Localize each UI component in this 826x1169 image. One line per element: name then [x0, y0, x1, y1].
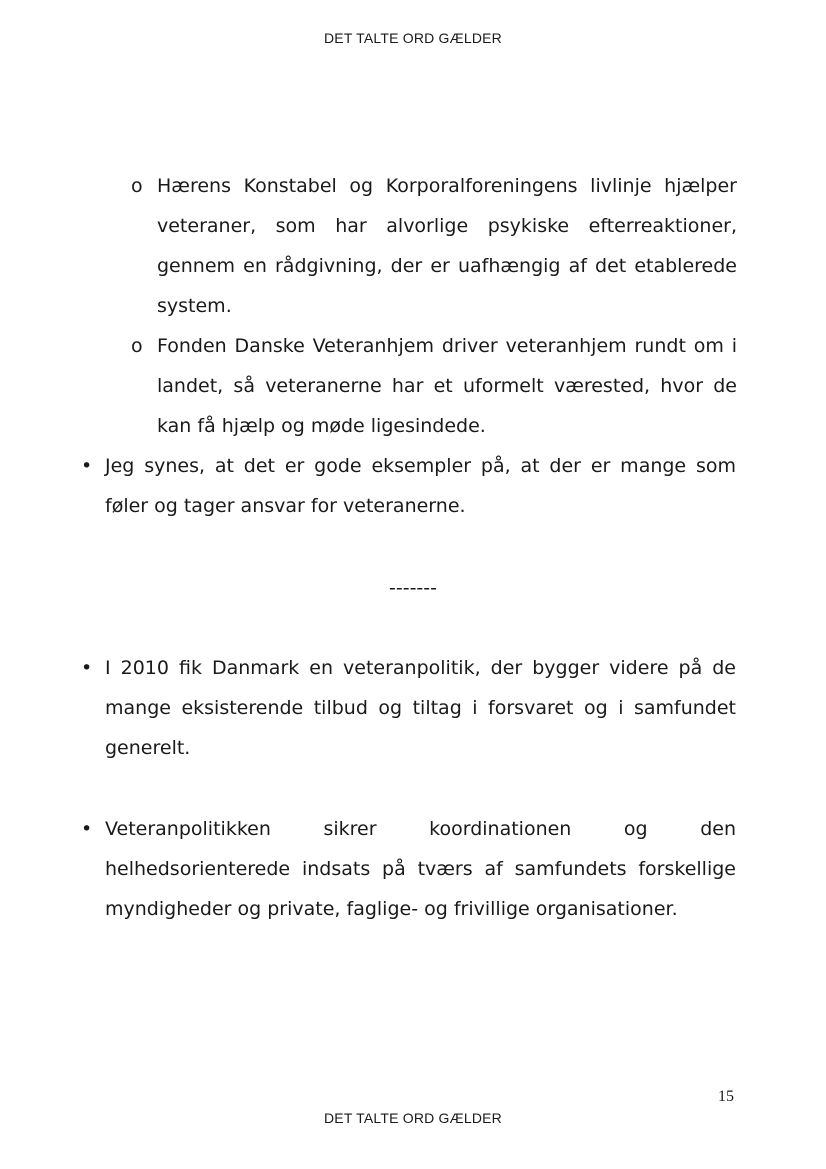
main-list-item-text: Jeg synes, at det er gode eksempler på, at der er mange som føler og tager ansvar for veteranerne. — [105, 455, 736, 517]
bullet-icon: • — [81, 657, 93, 679]
bullet-icon: • — [81, 818, 93, 840]
page-footer: DET TALTE ORD GÆLDER — [324, 1110, 502, 1126]
sub-list-item-text: Hærens Konstabel og Korporalforeningens livlinje hjælper veteraner, som har alvorlige psykiske efterreaktioner, gennem en rådgivning, der er uafhængig af det etablerede system. — [157, 175, 737, 317]
main-list-item-text: Veteranpolitikken sikrer koordinationen og den helhedsorienterede indsats på tværs af samfundets forskellige myndigheder og private, faglige- og frivillige organisationer. — [105, 818, 736, 920]
main-list-item-text: I 2010 fik Danmark en veteranpolitik, der bygger videre på de mange eksisterende tilbud og tiltag i forsvaret og i samfundet generelt. — [105, 657, 736, 759]
sub-list-item — [131, 326, 737, 446]
sub-list-item-text: Fonden Danske Veteranhjem driver veteranhjem rundt om i landet, så veteranerne har et uformelt værested, hvor de kan få hjælp og møde ligesindede. — [157, 335, 737, 437]
page-header: DET TALTE ORD GÆLDER — [324, 30, 502, 46]
main-list-item — [81, 809, 736, 929]
hollow-bullet-icon: o — [131, 175, 143, 197]
main-list-item — [81, 648, 736, 768]
page-number: 15 — [718, 1088, 734, 1105]
sub-bullet-list — [131, 166, 737, 446]
hollow-bullet-icon: o — [131, 335, 143, 357]
sub-list-item — [131, 166, 737, 326]
section-separator: ------- — [389, 577, 437, 599]
bullet-icon: • — [81, 455, 93, 477]
main-list-item — [81, 446, 736, 526]
